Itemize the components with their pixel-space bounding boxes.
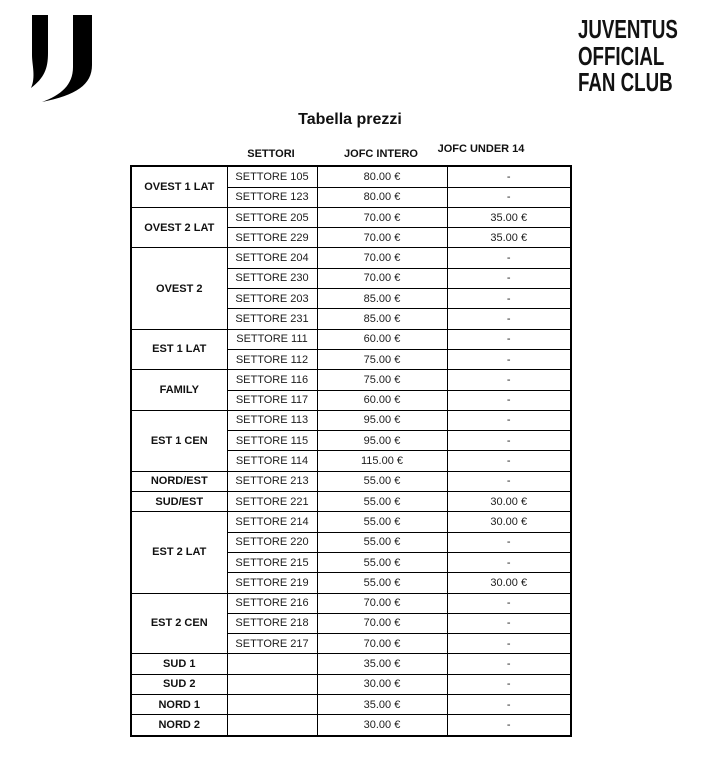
full-price-cell: 115.00 € <box>317 451 447 471</box>
sector-cell: SETTORE 231 <box>227 309 317 329</box>
under14-price-cell: - <box>447 431 571 451</box>
sector-cell: SETTORE 114 <box>227 451 317 471</box>
full-price-cell: 70.00 € <box>317 268 447 288</box>
full-price-cell: 75.00 € <box>317 349 447 369</box>
sector-cell: SETTORE 112 <box>227 349 317 369</box>
full-price-cell: 80.00 € <box>317 166 447 187</box>
table-row <box>131 370 571 390</box>
sector-cell: SETTORE 105 <box>227 166 317 187</box>
full-price-cell: 60.00 € <box>317 390 447 410</box>
full-price-cell: 70.00 € <box>317 248 447 268</box>
under14-price-cell: - <box>447 289 571 309</box>
wordmark-line-3: FAN CLUB <box>578 67 673 97</box>
full-price-cell: 30.00 € <box>317 715 447 736</box>
sector-cell: SETTORE 218 <box>227 613 317 633</box>
full-price-cell: 70.00 € <box>317 634 447 654</box>
sector-cell: SETTORE 123 <box>227 187 317 207</box>
page-title: Tabella prezzi <box>298 111 402 128</box>
under14-price-cell: - <box>447 187 571 207</box>
sector-group-label: EST 2 LAT <box>131 512 227 593</box>
sector-group-label: NORD 2 <box>131 715 227 736</box>
table-row <box>131 593 571 613</box>
under14-price-cell: - <box>447 451 571 471</box>
sector-cell: SETTORE 111 <box>227 329 317 349</box>
sector-cell: SETTORE 215 <box>227 552 317 572</box>
header-settori: SETTORI <box>247 148 295 160</box>
under14-price-cell: 35.00 € <box>447 228 571 248</box>
full-price-cell: 35.00 € <box>317 695 447 715</box>
sector-group-label: NORD 1 <box>131 695 227 715</box>
sector-cell: SETTORE 219 <box>227 573 317 593</box>
under14-price-cell: 35.00 € <box>447 207 571 227</box>
full-price-cell: 95.00 € <box>317 431 447 451</box>
under14-price-cell: - <box>447 410 571 430</box>
under14-price-cell: - <box>447 532 571 552</box>
under14-price-cell: - <box>447 349 571 369</box>
full-price-cell: 55.00 € <box>317 552 447 572</box>
under14-price-cell: 30.00 € <box>447 492 571 512</box>
full-price-cell: 70.00 € <box>317 613 447 633</box>
sector-cell: SETTORE 216 <box>227 593 317 613</box>
table-row <box>131 492 571 512</box>
table-row <box>131 166 571 187</box>
price-table-body <box>131 166 571 736</box>
under14-price-cell: - <box>447 613 571 633</box>
sector-cell: SETTORE 230 <box>227 268 317 288</box>
table-row <box>131 695 571 715</box>
table-column-headers <box>130 140 570 165</box>
sector-cell <box>227 654 317 674</box>
sector-group-label: OVEST 2 <box>131 248 227 329</box>
under14-price-cell: - <box>447 654 571 674</box>
sector-group-label: SUD 1 <box>131 654 227 674</box>
full-price-cell: 70.00 € <box>317 593 447 613</box>
sector-cell: SETTORE 204 <box>227 248 317 268</box>
table-row <box>131 654 571 674</box>
sector-cell: SETTORE 116 <box>227 370 317 390</box>
full-price-cell: 35.00 € <box>317 654 447 674</box>
wordmark-line-1: JUVENTUS <box>578 14 678 44</box>
sector-group-label: EST 2 CEN <box>131 593 227 654</box>
table-row <box>131 674 571 694</box>
sector-cell: SETTORE 217 <box>227 634 317 654</box>
table-row <box>131 512 571 532</box>
header-jofc-under-14: JOFC UNDER 14 <box>437 143 525 155</box>
table-row <box>131 410 571 430</box>
full-price-cell: 70.00 € <box>317 228 447 248</box>
under14-price-cell: 30.00 € <box>447 512 571 532</box>
table-row <box>131 715 571 736</box>
full-price-cell: 60.00 € <box>317 329 447 349</box>
full-price-cell: 55.00 € <box>317 471 447 491</box>
sector-cell <box>227 715 317 736</box>
full-price-cell: 55.00 € <box>317 512 447 532</box>
under14-price-cell: - <box>447 329 571 349</box>
price-table-area <box>130 140 570 737</box>
sector-group-label: NORD/EST <box>131 471 227 491</box>
sector-cell: SETTORE 117 <box>227 390 317 410</box>
full-price-cell: 30.00 € <box>317 674 447 694</box>
full-price-cell: 95.00 € <box>317 410 447 430</box>
sector-cell: SETTORE 115 <box>227 431 317 451</box>
sector-group-label: OVEST 1 LAT <box>131 166 227 207</box>
table-row <box>131 471 571 491</box>
sector-cell: SETTORE 205 <box>227 207 317 227</box>
under14-price-cell: - <box>447 695 571 715</box>
table-row <box>131 329 571 349</box>
sector-cell: SETTORE 213 <box>227 471 317 491</box>
under14-price-cell: - <box>447 248 571 268</box>
sector-cell: SETTORE 113 <box>227 410 317 430</box>
full-price-cell: 80.00 € <box>317 187 447 207</box>
under14-price-cell: - <box>447 552 571 572</box>
under14-price-cell: - <box>447 715 571 736</box>
under14-price-cell: - <box>447 390 571 410</box>
sector-group-label: EST 1 CEN <box>131 410 227 471</box>
under14-price-cell: - <box>447 593 571 613</box>
full-price-cell: 85.00 € <box>317 289 447 309</box>
full-price-cell: 55.00 € <box>317 573 447 593</box>
sector-group-label: OVEST 2 LAT <box>131 207 227 248</box>
sector-cell <box>227 674 317 694</box>
sector-group-label: EST 1 LAT <box>131 329 227 370</box>
full-price-cell: 75.00 € <box>317 370 447 390</box>
under14-price-cell: - <box>447 309 571 329</box>
full-price-cell: 85.00 € <box>317 309 447 329</box>
header-jofc-intero: JOFC INTERO <box>344 148 418 160</box>
full-price-cell: 55.00 € <box>317 532 447 552</box>
under14-price-cell: - <box>447 634 571 654</box>
under14-price-cell: - <box>447 268 571 288</box>
sector-cell: SETTORE 214 <box>227 512 317 532</box>
under14-price-cell: - <box>447 166 571 187</box>
under14-price-cell: - <box>447 674 571 694</box>
sector-cell <box>227 695 317 715</box>
juventus-logo-icon <box>31 15 93 105</box>
sector-group-label: FAMILY <box>131 370 227 411</box>
wordmark-line-2: OFFICIAL <box>578 40 665 71</box>
price-table <box>130 165 572 737</box>
sector-cell: SETTORE 221 <box>227 492 317 512</box>
table-row <box>131 248 571 268</box>
sector-group-label: SUD/EST <box>131 492 227 512</box>
sector-cell: SETTORE 229 <box>227 228 317 248</box>
table-row <box>131 207 571 227</box>
under14-price-cell: 30.00 € <box>447 573 571 593</box>
under14-price-cell: - <box>447 370 571 390</box>
sector-group-label: SUD 2 <box>131 674 227 694</box>
full-price-cell: 70.00 € <box>317 207 447 227</box>
under14-price-cell: - <box>447 471 571 491</box>
sector-cell: SETTORE 203 <box>227 289 317 309</box>
fan-club-wordmark <box>578 16 678 96</box>
full-price-cell: 55.00 € <box>317 492 447 512</box>
sector-cell: SETTORE 220 <box>227 532 317 552</box>
